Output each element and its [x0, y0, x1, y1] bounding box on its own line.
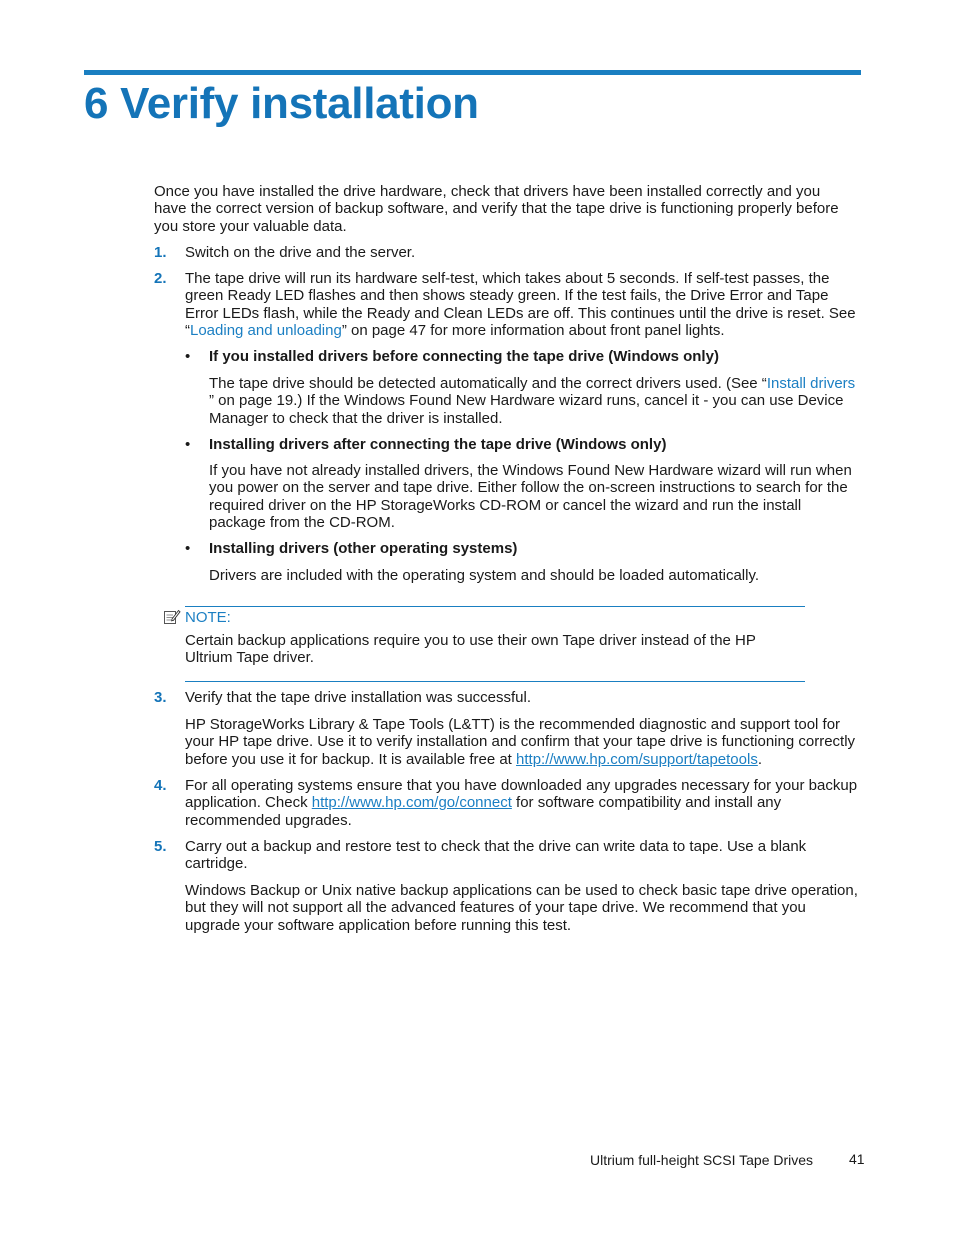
subsection-heading: If you installed drivers before connecting the tape drive (Windows only) — [209, 348, 719, 365]
connect-link[interactable]: http://www.hp.com/go/connect — [311, 794, 512, 812]
paragraph-text-part: HP StorageWorks Library & Tape Tools (L&TT) is the recommended diagnostic and support tool for your HP tape drive. Use it to verify installation and confirm that your tape drive is functioning correctly before you use it for backup. It is available free at — [185, 716, 856, 768]
step-5 — [154, 838, 860, 873]
paragraph-text-part: The tape drive should be detected automatically and the correct drivers used. (See “ — [209, 375, 767, 392]
note-bottom-rule — [185, 681, 805, 682]
step-text: Switch on the drive and the server. — [185, 244, 416, 261]
subsection-other-os — [185, 540, 860, 557]
page-number: 41 — [849, 1151, 865, 1167]
step-text-part: The tape drive will run its hardware self-test, which takes about 5 seconds. If self-test passes, the green Ready LED flashes and then shows steady green. If the test fails, the Drive Error and Tape Error LEDs flash, while the Ready and Clean LEDs are off. This continues until the drive is reset. See “ — [185, 270, 856, 339]
step-number: 4. — [154, 777, 167, 794]
step-3-detail — [185, 716, 860, 768]
step-number: 2. — [154, 270, 167, 287]
step-text: Verify that the tape drive installation was successful. — [185, 689, 532, 706]
note-pencil-icon — [163, 608, 181, 626]
step-text — [185, 777, 860, 829]
step-number: 3. — [154, 689, 167, 706]
bullet: • — [185, 348, 191, 365]
paragraph-text-part: ” on page 19.) If the Windows Found New Hardware wizard runs, cancel it - you can use Device Manager to check that the driver is installed. — [209, 392, 844, 427]
loading-unloading-link[interactable]: Loading and unloading — [190, 321, 342, 339]
step-number: 5. — [154, 838, 167, 855]
step-number: 1. — [154, 244, 167, 261]
chapter-title: 6 Verify installation — [84, 79, 479, 128]
step-1 — [154, 244, 860, 261]
step-2 — [154, 270, 860, 339]
install-drivers-link[interactable]: Install drivers — [766, 375, 856, 392]
paragraph-text-part: . — [757, 750, 762, 768]
bullet: • — [185, 436, 191, 453]
tapetools-link[interactable]: http://www.hp.com/support/tapetools — [516, 750, 758, 768]
step-text-part: For all operating systems ensure that you have downloaded any upgrades necessary for your backup application. Check — [185, 777, 858, 812]
note-label: NOTE: — [185, 609, 231, 626]
step-4 — [154, 777, 860, 829]
intro-paragraph: Once you have installed the drive hardware, check that drivers have been installed correctly and you have the correct version of backup software, and verify that the tape drive is functioning properly before you store your valuable data. — [154, 183, 839, 235]
subsection-paragraph — [209, 375, 859, 427]
subsection-drivers-before — [185, 348, 860, 365]
footer-title: Ultrium full-height SCSI Tape Drives — [590, 1152, 814, 1168]
step-text-part: for software compatibility and install any recommended upgrades. — [185, 794, 782, 829]
note-top-rule — [185, 606, 805, 607]
subsection-drivers-after — [185, 436, 860, 453]
subsection-heading: Installing drivers after connecting the tape drive (Windows only) — [209, 436, 667, 453]
step-text: Carry out a backup and restore test to check that the drive can write data to tape. Use a blank cartridge. — [185, 838, 807, 873]
step-3 — [154, 689, 860, 706]
subsection-heading: Installing drivers (other operating systems) — [209, 540, 518, 557]
subsection-paragraph: If you have not already installed drivers, the Windows Found New Hardware wizard will run when you power on the server and tape drive. Either follow the on-screen instructions to search for the required driver on the HP StorageWorks CD-ROM or cancel the wizard and run the install package from the CD-ROM. — [209, 462, 852, 531]
note-text: Certain backup applications require you to use their own Tape driver instead of the HP Ultrium Tape driver. — [185, 632, 756, 667]
bullet: • — [185, 540, 191, 557]
step-text — [185, 270, 860, 339]
step-5-detail: Windows Backup or Unix native backup applications can be used to check basic tape drive operation, but they will not support all the advanced features of your tape drive. We recommend that you upgrade your software application before running this test. — [185, 882, 858, 934]
subsection-paragraph: Drivers are included with the operating system and should be loaded automatically. — [209, 567, 760, 584]
step-text-part: ” on page 47 for more information about front panel lights. — [341, 321, 725, 339]
chapter-top-rule — [84, 70, 861, 75]
